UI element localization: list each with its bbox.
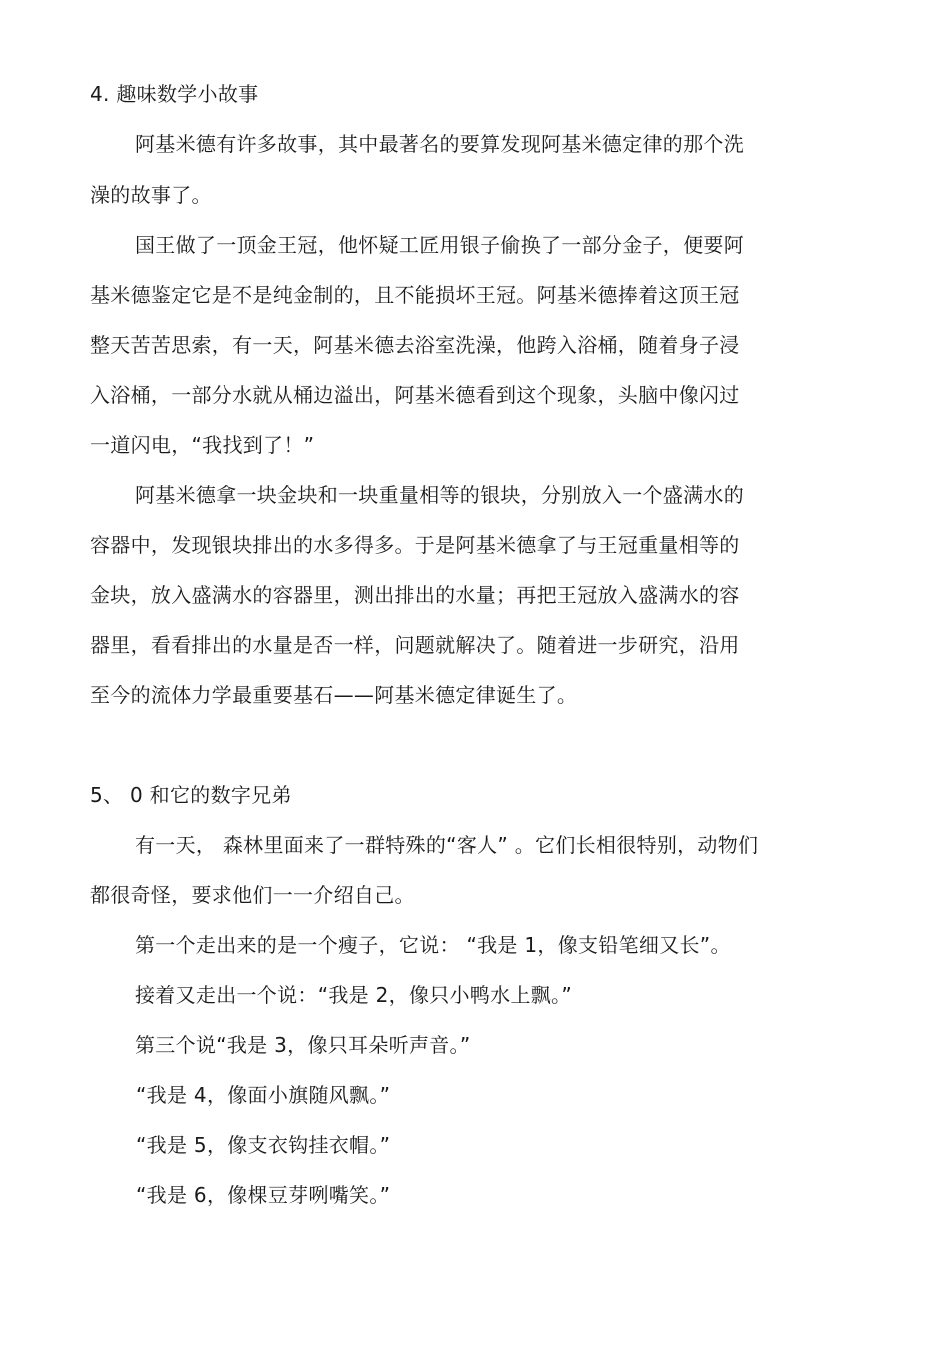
paragraph-line: 有一天， 森林里面来了一群特殊的“客人” 。它们长相很特别，动物们 [135, 833, 759, 857]
dialog-line: “我是 4，像面小旗随风飘。” [136, 1083, 391, 1107]
paragraph-line: 都很奇怪，要求他们一一介绍自己。 [90, 883, 415, 907]
paragraph-line: 入浴桶，一部分水就从桶边溢出，阿基米德看到这个现象，头脑中像闪过 [90, 383, 740, 407]
paragraph-line: 国王做了一顶金王冠，他怀疑工匠用银子偷换了一部分金子，便要阿 [135, 233, 744, 257]
dialog-line: “我是 6，像棵豆芽咧嘴笑。” [136, 1183, 391, 1207]
paragraph-line: 基米德鉴定它是不是纯金制的，且不能损坏王冠。阿基米德捧着这顶王冠 [90, 283, 740, 307]
paragraph-line: 澡的故事了。 [90, 183, 212, 207]
paragraph-line: 整天苦苦思索，有一天，阿基米德去浴室洗澡，他跨入浴桶，随着身子浸 [90, 333, 740, 357]
dialog-line: 第一个走出来的是一个瘦子，它说： “我是 1，像支铅笔细又长”。 [135, 933, 731, 957]
dialog-line: “我是 5，像支衣钩挂衣帽。” [136, 1133, 391, 1157]
paragraph-line: 阿基米德有许多故事，其中最著名的要算发现阿基米德定律的那个洗 [135, 132, 744, 156]
paragraph-line: 器里，看看排出的水量是否一样，问题就解决了。随着进一步研究，沿用 [90, 633, 740, 657]
paragraph-line: 至今的流体力学最重要基石——阿基米德定律诞生了。 [90, 683, 578, 707]
paragraph-line: 容器中，发现银块排出的水多得多。于是阿基米德拿了与王冠重量相等的 [90, 533, 740, 557]
section-4-heading: 4. 趣味数学小故事 [90, 82, 259, 106]
dialog-line: 第三个说“我是 3，像只耳朵听声音。” [135, 1033, 471, 1057]
section-5-heading: 5、 0 和它的数字兄弟 [90, 783, 292, 807]
dialog-line: 接着又走出一个说：“我是 2，像只小鸭水上飘。” [135, 983, 573, 1007]
paragraph-line: 阿基米德拿一块金块和一块重量相等的银块，分别放入一个盛满水的 [135, 483, 744, 507]
paragraph-line: 金块，放入盛满水的容器里，测出排出的水量；再把王冠放入盛满水的容 [90, 583, 740, 607]
paragraph-line: 一道闪电，“我找到了！” [90, 433, 315, 457]
